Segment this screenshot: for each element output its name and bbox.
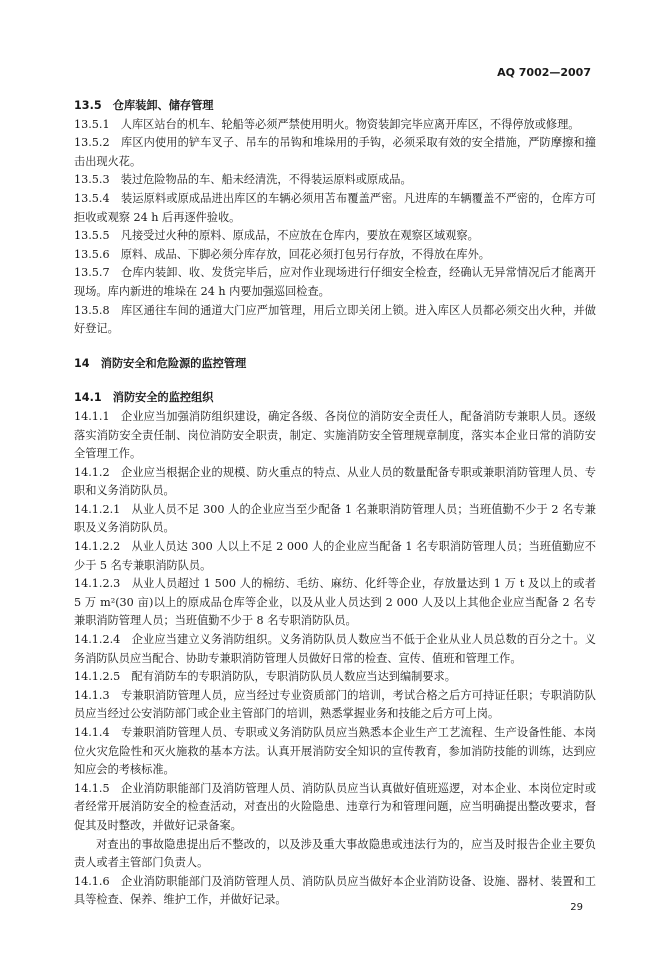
section-gap: [74, 373, 596, 389]
clause-paragraph: 13.5.5 凡接受过火种的原料、原成品，不应放在仓库内，要放在观察区域观察。: [74, 229, 479, 243]
clause-paragraph: 14.1.2.1 从业人员不足 300 人的企业应当至少配备 1 名兼职消防管理人员；当班值勤不少于 2 名专兼职及义务消防队员。: [74, 502, 596, 535]
clause-paragraph: 13.5.3 装过危险物品的车、船未经清洗，不得装运原料或原成品。: [74, 173, 412, 187]
section-heading: 13.5 仓库装卸、储存管理: [74, 99, 214, 112]
clause-paragraph: 13.5.6 原料、成品、下脚必须分库存放，回花必须打包另行存放，不得放在库外。: [74, 247, 490, 261]
document-body: [74, 97, 596, 910]
clause-paragraph: 14.1.2.2 从业人员达 300 人以上不足 2 000 人的企业应当配备 1 名专职消防管理人员；当班值勤应不少于 5 名专兼职消防队员。: [74, 540, 596, 572]
section-heading: 14.1 消防安全的监控组织: [74, 391, 214, 405]
clause-paragraph: 13.5.4 装运原料或原成品进出库区的车辆必须用苫布覆盖严密。凡进库的车辆覆盖不严密的，仓库方可拒收或观察 24 h 后再逐件验收。: [74, 191, 596, 224]
page-number: 29: [570, 902, 583, 913]
clause-paragraph: 14.1.4 专兼职消防管理人员、专职或义务消防队员应当熟悉本企业生产工艺流程、生产设备性能、本岗位火灾危险性和灭火施救的基本方法。认真开展消防安全知识的宣传教育，参加消防技能的训练，达到应知应会的考核标准。: [74, 726, 596, 777]
clause-paragraph: 14.1.1 企业应当加强消防组织建设，确定各级、各岗位的消防安全责任人，配备消防专兼职人员。逐级落实消防安全责任制、岗位消防安全职责，制定、实施消防安全管理规章制度，落实本企业日常的消防安全管理工作。: [74, 409, 596, 461]
clause-paragraph: 14.1.2.5 配有消防车的专职消防队，专职消防队员人数应当达到编制要求。: [74, 670, 456, 684]
clause-paragraph: 14.1.2 企业应当根据企业的规模、防火重点的特点、从业人员的数量配备专职或兼职消防管理人员、专职和义务消防队员。: [74, 465, 596, 498]
clause-paragraph: 13.5.8 库区通往车间的通道大门应严加管理，用后立即关闭上锁。进入库区人员都必须交出火种，并做好登记。: [74, 303, 596, 336]
clause-paragraph: 14.1.2.3 从业人员超过 1 500 人的棉纺、毛纺、麻纺、化纤等企业，存放量达到 1 万 t 及以上的或者 5 万 m²(30 亩)以上的原成品仓库等企业，以及从业人员达到 2 000 人及以上其他企业应当配备 2 名专兼职消防管理人员；当班值勤不少于 8 名专职消防队员。: [74, 577, 596, 628]
section-gap: [74, 339, 596, 355]
clause-paragraph: 14.1.3 专兼职消防管理人员，应当经过专业资质部门的培训，考试合格之后方可持证任职；专职消防队员应当经过公安消防部门或企业主管部门的培训，熟悉掌握业务和技能之后方可上岗。: [74, 688, 596, 721]
clause-paragraph: 14.1.5 企业消防职能部门及消防管理人员、消防队员应当认真做好值班巡逻，对本企业、本岗位定时或者经常开展消防安全的检查活动，对查出的火险隐患、违章行为和管理问题，应当明确提出整改要求，督促其及时整改，并做好记录备案。: [74, 781, 596, 832]
clause-paragraph: 14.1.2.4 企业应当建立义务消防组织。义务消防队员人数应当不低于企业从业人员总数的百分之十。义务消防队员应当配合、协助专兼职消防管理人员做好日常的检查、宣传、值班和管理工作。: [74, 633, 596, 665]
clause-paragraph: 13.5.1 人库区站台的机车、轮船等必须严禁使用明火。物资装卸完毕应离开库区，不得停放或修理。: [74, 117, 580, 131]
clause-paragraph: 14.1.6 企业消防职能部门及消防管理人员、消防队员应当做好本企业消防设备、设施、器材、装置和工具等检查、保养、维护工作，并做好记录。: [74, 874, 596, 907]
clause-paragraph: 13.5.2 库区内使用的铲车叉子、吊车的吊钩和堆垛用的手钩，必须采取有效的安全措施，严防摩擦和撞击出现火花。: [74, 136, 596, 168]
standard-code: AQ 7002—2007: [497, 66, 591, 79]
section-heading: 14 消防安全和危险源的监控管理: [74, 356, 247, 370]
paragraph: 对查出的事故隐患提出后不整改的，以及涉及重大事故隐患或违法行为的，应当及时报告企业主要负责人或者主管部门负责人。: [74, 837, 596, 870]
clause-paragraph: 13.5.7 仓库内装卸、收、发货完毕后，应对作业现场进行仔细安全检查，经确认无异常情况后才能离开现场。库内新进的堆垛在 24 h 内要加强巡回检查。: [74, 266, 596, 298]
